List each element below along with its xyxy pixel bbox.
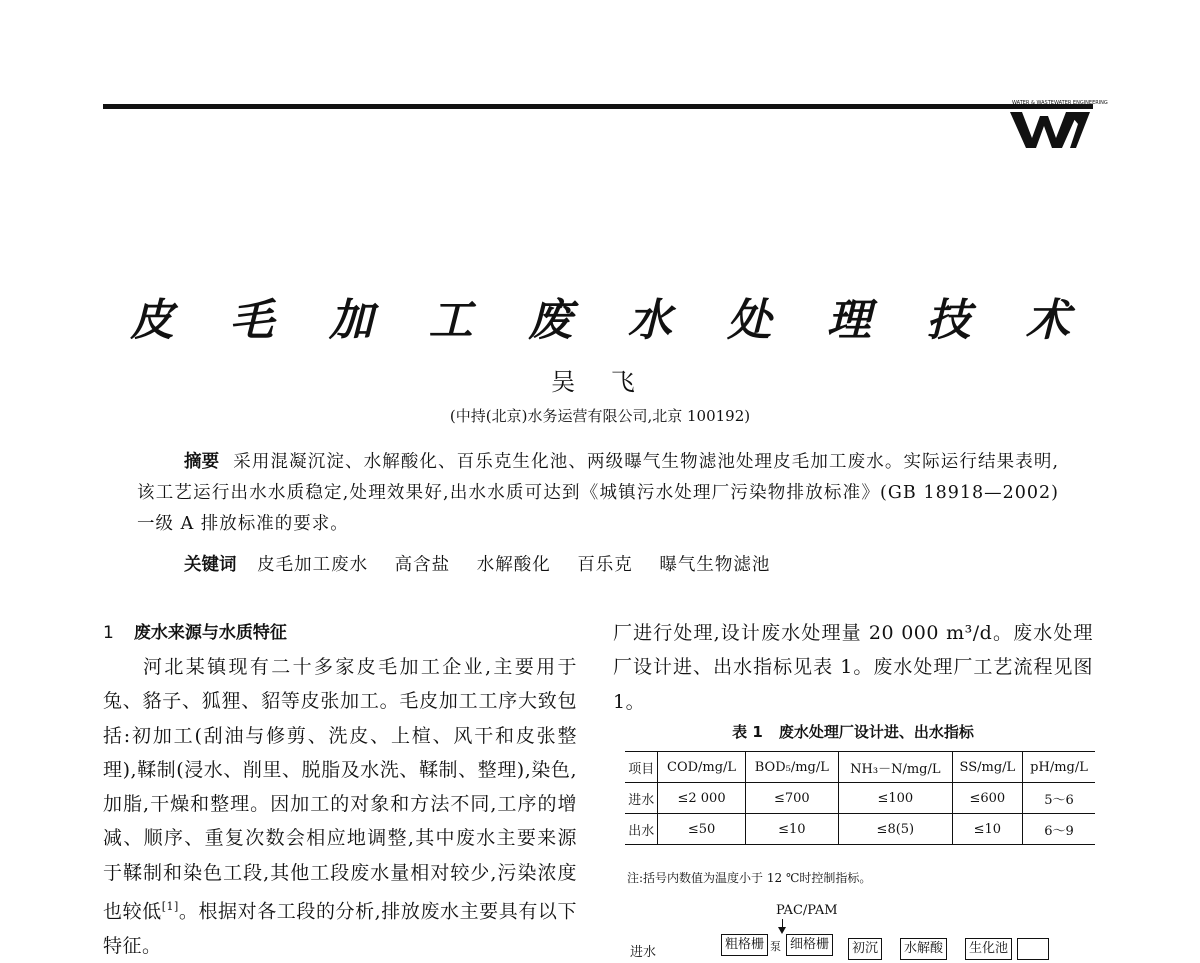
keywords [184, 551, 790, 576]
title-char: 工 [428, 295, 473, 346]
coarse-screen-box: 粗格栅 [721, 934, 768, 956]
table-header-cell: BOD₅/mg/L [745, 752, 838, 783]
author: 吴 飞 [551, 368, 649, 396]
journal-logo-caption: WATER & WASTEWATER ENGINEERING [1012, 100, 1108, 106]
paragraph-text: 河北某镇现有二十多家皮毛加工企业,主要用于兔、貉子、狐狸、貂等皮张加工。毛皮加工工序大致包括:初加工(刮油与修剪、洗皮、上楦、风干和皮张整理),鞣制(浸水、削里、脱脂及水洗、鞣制、整理),染色,加脂,干燥和整理。因加工的对象和方法不同,工序的增减、顺序、重复次数会相应地调整,其中废水主要来源于鞣制和染色工段,其他工段废水量相对较少,污染浓度也较低 [103, 656, 577, 923]
table-cell: ≤2 000 [658, 783, 745, 814]
keyword: 百乐克 [577, 555, 633, 575]
table-title: 废水处理厂设计进、出水指标 [778, 723, 974, 741]
right-paragraph: 厂进行处理,设计废水处理量 20 000 m³/d。废水处理厂设计进、出水指标见表 1。废水处理厂工艺流程见图 1。 [613, 622, 1093, 713]
table-cell: ≤10 [952, 814, 1022, 845]
title-char: 皮 [130, 295, 174, 346]
table-header-cell: SS/mg/L [952, 752, 1022, 783]
table-caption [613, 721, 1093, 742]
left-column [103, 616, 577, 963]
title-char: 术 [1025, 295, 1070, 346]
table-header-cell: COD/mg/L [658, 752, 745, 783]
table-cell: ≤600 [952, 783, 1022, 814]
table-header-cell: pH/mg/L [1023, 752, 1095, 783]
header-rule [103, 104, 1093, 109]
table-cell: 进水 [628, 792, 655, 808]
table-cell: ≤100 [839, 783, 953, 814]
table-header-cell: 项目 [628, 761, 655, 777]
table-cell: 6～9 [1023, 814, 1095, 845]
title-char: 加 [329, 295, 374, 346]
keyword: 皮毛加工废水 [257, 555, 369, 575]
journal-logo-icon [1010, 112, 1090, 148]
effluent-table [625, 751, 1095, 845]
paper-title [130, 284, 1070, 348]
dosing-arrow-head [778, 927, 786, 934]
inlet-label: 进水 [630, 945, 657, 960]
keyword: 曝气生物滤池 [659, 555, 771, 575]
keyword: 高含盐 [394, 555, 451, 575]
table-cell: ≤10 [745, 814, 838, 845]
title-char: 处 [727, 295, 772, 346]
dosing-label: PAC/PAM [776, 903, 838, 918]
process-flow-diagram [620, 895, 1100, 960]
paragraph-text-end: 。根据对各工段的分析,排放废水主要具有以下特征。 [103, 900, 577, 957]
bio-tank-box: 生化池 [965, 938, 1012, 960]
keywords-label: 关键词 [184, 555, 237, 575]
title-char: 废 [528, 295, 573, 346]
pump-label: 泵 [770, 940, 781, 953]
section-paragraph [103, 650, 577, 963]
section-heading [103, 616, 577, 650]
table-cell: ≤8(5) [839, 814, 953, 845]
table-header-row [625, 752, 1095, 783]
right-column [613, 616, 1093, 719]
keyword: 水解酸化 [476, 555, 551, 575]
table-row [625, 783, 1095, 814]
table-note: 注:括号内数值为温度小于 12 ℃时控制指标。 [627, 871, 872, 885]
table-cell: 5～6 [1023, 783, 1095, 814]
abstract-label: 摘要 [184, 452, 220, 472]
primary-settling-box: 初沉 [848, 938, 882, 960]
title-char: 水 [627, 295, 672, 346]
table-number: 表 1 [732, 723, 763, 741]
table-row [625, 814, 1095, 845]
title-char: 技 [926, 295, 971, 346]
abstract [137, 447, 1059, 540]
affiliation: (中持(北京)水务运营有限公司,北京 100192) [449, 407, 751, 425]
table-cell: ≤50 [658, 814, 745, 845]
title-char: 毛 [229, 295, 274, 346]
abstract-text: 采用混凝沉淀、水解酸化、百乐克生化池、两级曝气生物滤池处理皮毛加工废水。实际运行结果表明,该工艺运行出水水质稳定,处理效果好,出水水质可达到《城镇污水处理厂污染物排放标准》(GB 18918—2002)一级 A 排放标准的要求。 [137, 452, 1060, 534]
hydrolysis-box: 水解酸 [900, 938, 947, 960]
table-cell: 出水 [628, 823, 655, 839]
title-char: 理 [826, 295, 871, 346]
fine-screen-box: 细格栅 [786, 934, 833, 956]
table-header-cell: NH₃－N/mg/L [839, 752, 953, 783]
table-cell: ≤700 [745, 783, 838, 814]
next-unit-box [1017, 938, 1049, 960]
section-title: 废水来源与水质特征 [133, 623, 287, 643]
citation: [1] [161, 900, 179, 914]
section-number: 1 [103, 623, 114, 643]
